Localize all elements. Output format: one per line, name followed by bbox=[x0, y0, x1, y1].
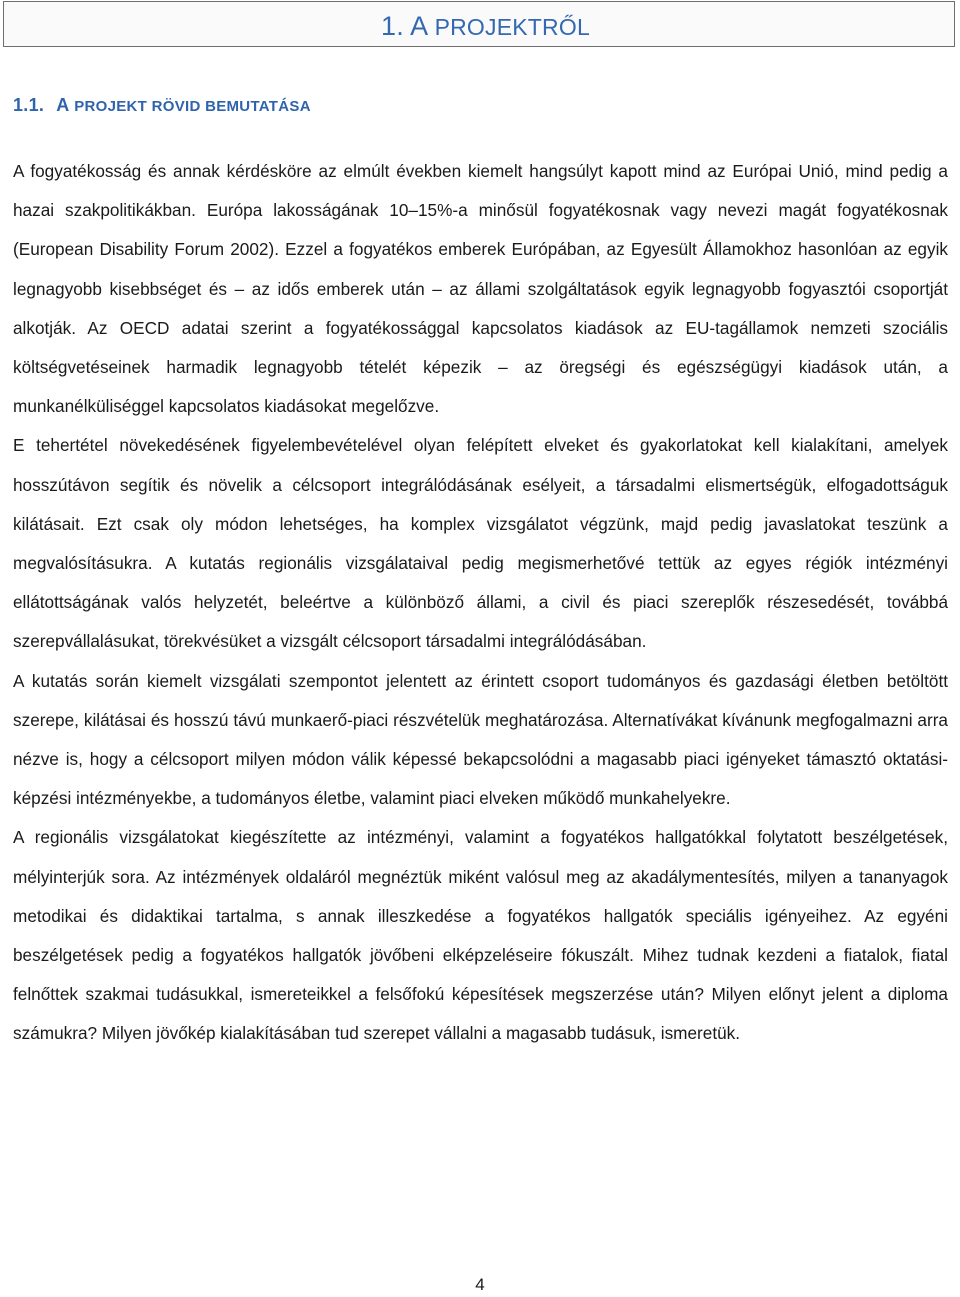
paragraph: A kutatás során kiemelt vizsgálati szempontot jelentett az érintett csoport tudományos és gazdasági életben betöltött szerepe, kilátásai és hosszú távú munkaerő-piaci részvételük meghatározása. Alternatívákat kívánunk megfogalmazni arra nézve is, hogy a célcsoport milyen módon válik képessé bekapcsolódni a magasabb piaci igényeket támasztó oktatási-képzési intézményekbe, a tudományos életbe, valamint piaci elveken működő munkahelyekre. bbox=[13, 670, 948, 809]
section-first-letter: A bbox=[56, 95, 69, 115]
body-text bbox=[13, 152, 948, 1054]
chapter-first-letter: A bbox=[410, 11, 427, 41]
paragraph: A regionális vizsgálatokat kiegészítette az intézményi, valamint a fogyatékos hallgatókkal folytatott beszélgetések, mélyinterjúk sora. Az intézmények oldaláról megnéztük miként valósul meg az akadálymentesítés, milyen a tananyagok metodikai és didaktikai tartalma, s annak illeszkedése a fogyatékos hallgatók speciális igényeihez. Az egyéni beszélgetések pedig a fogyatékos hallgatók jövőbeni elképzeléseire fókuszált. Mihez tudnak kezdeni a fiatalok, fiatal felnőttek szakmai tudásukkal, ismereteikkel a felsőfokú képesítések megszerzése után? Milyen előnyt jelent a diploma számukra? Milyen jövőkép kialakításában tud szerepet vállalni a magasabb tudásuk, ismeretük. bbox=[13, 827, 948, 1044]
chapter-title bbox=[381, 9, 590, 44]
section-heading bbox=[13, 92, 311, 120]
paragraph: E tehertétel növekedésének figyelembevételével olyan felépített elveket és gyakorlatokat kell kialakítani, amelyek hosszútávon segítik és növelik a célcsoport integrálódásának esélyeit, a társadalmi elismertségük, elfogadottságuk kilátásait. Ezt csak oly módon lehetséges, ha komplex vizsgálatot végzünk, majd pedig javaslatokat teszünk a megvalósításukra. A kutatás regionális vizsgálataival pedig megismerhetővé tettük az egyes régiók intézményi ellátottságának valós helyzetét, beleértve a különböző állami, a civil és piaci szereplők részesedését, továbbá szerepvállalásukat, törekvésüket a vizsgált célcsoport társadalmi integrálódásában. bbox=[13, 435, 948, 652]
chapter-title-box bbox=[3, 1, 955, 47]
chapter-title-rest: PROJEKTRŐL bbox=[434, 14, 590, 40]
page-number: 4 bbox=[475, 1275, 485, 1294]
chapter-number: 1. bbox=[381, 11, 404, 41]
section-number: 1.1. bbox=[13, 95, 45, 115]
section-title-rest: PROJEKT RÖVID BEMUTATÁSA bbox=[74, 98, 311, 115]
paragraph: A fogyatékosság és annak kérdésköre az elmúlt években kiemelt hangsúlyt kapott mind az Európai Unió, mind pedig a hazai szakpolitikákban. Európa lakosságának 10–15%-a minősül fogyatékosnak vagy nevezi magát fogyatékosnak (European Disability Forum 2002). Ezzel a fogyatékos emberek Európában, az Egyesült Államokhoz hasonlóan az egyik legnagyobb kisebbséget és – az idős emberek után – az állami szolgáltatások egyik legnagyobb fogyasztói csoportját alkotják. Az OECD adatai szerint a fogyatékossággal kapcsolatos kiadások az EU-tagállamok nemzeti szociális költségvetéseinek harmadik legnagyobb tételét képezik – az öregségi és egészségügyi kiadások után, a munkanélküliséggel kapcsolatos kiadásokat megelőzve. bbox=[13, 161, 948, 417]
